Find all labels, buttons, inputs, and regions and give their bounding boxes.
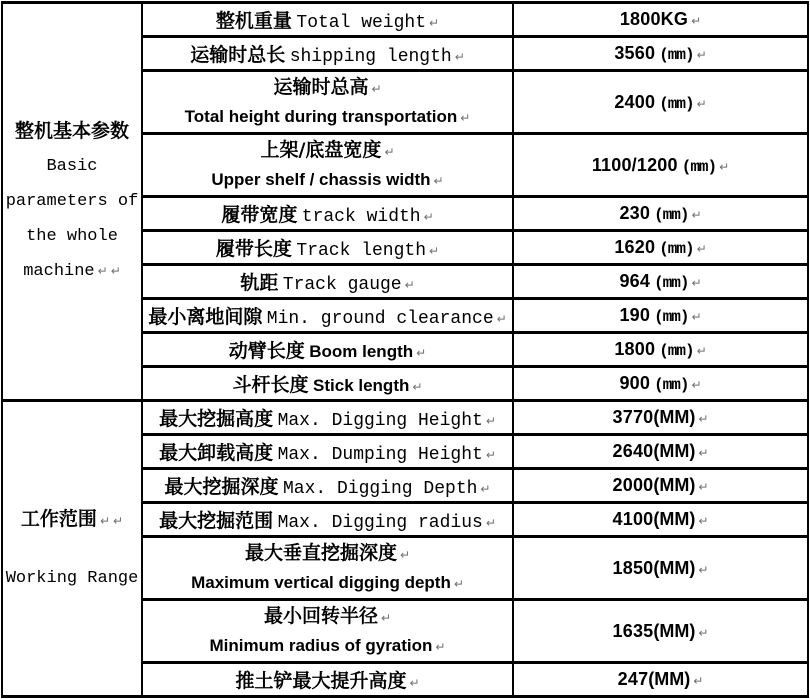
param-cell [142, 231, 513, 265]
table-row [2, 3, 808, 37]
value-number: 2000 [612, 475, 654, 495]
paragraph-mark-icon: ↵ [698, 562, 709, 577]
value-number: 190 [619, 305, 651, 325]
paragraph-mark-icon: ↵ [433, 173, 444, 188]
paragraph-mark-icon: ↵ [485, 414, 496, 428]
paragraph-mark-icon: ↵ [693, 674, 704, 688]
value-unit: (mm) [659, 94, 694, 113]
param-cell [142, 71, 513, 134]
value-cell [513, 435, 808, 469]
paragraph-mark-icon: ↵ [691, 276, 702, 290]
param-label-en: shipping length [289, 47, 452, 67]
value-number: 3770 [612, 407, 654, 427]
value-number: 2400 [614, 91, 656, 112]
value-cell [513, 37, 808, 71]
value-number: 1800KG [619, 9, 689, 29]
value-unit: (mm) [654, 308, 689, 326]
category-label-en: Basic parameters of the whole machine ↵ ↵ [5, 157, 139, 281]
paragraph-mark-icon: ↵ [698, 480, 709, 494]
param-label-en: Upper shelf / chassis width ↵ [211, 169, 444, 189]
table-row [2, 401, 808, 435]
param-label-en: Max. Digging radius [277, 513, 483, 533]
value-unit: (MM) [653, 557, 696, 578]
param-label-en: Max. Digging Height [277, 411, 483, 431]
value-unit: (mm) [659, 240, 694, 258]
value-number: 230 [619, 203, 651, 223]
param-label-zh: 最大垂直挖掘深度 ↵ [244, 541, 411, 564]
param-label-en: Total weight [296, 13, 427, 33]
paragraph-mark-icon: ↵ [429, 244, 440, 258]
param-label-en: Stick length [313, 376, 410, 395]
param-label-en: track width [301, 207, 421, 227]
param-label-zh: 运输时总高 ↵ [273, 75, 382, 98]
value-number: 1800 [614, 339, 656, 359]
param-cell [142, 401, 513, 435]
paragraph-mark-icon: ↵ [97, 264, 108, 278]
paragraph-mark-icon: ↵ [485, 516, 496, 530]
param-cell [142, 134, 513, 197]
param-label-en: Min. ground clearance [266, 309, 494, 329]
param-cell [142, 367, 513, 401]
param-label-zh: 整机重量 [215, 10, 292, 32]
param-cell [142, 469, 513, 503]
value-cell [513, 134, 808, 197]
paragraph-mark-icon: ↵ [110, 264, 121, 278]
value-cell [513, 401, 808, 435]
value-unit: (MM) [653, 509, 696, 529]
paragraph-mark-icon: ↵ [460, 110, 471, 125]
param-label-zh: 最大挖掘高度 [159, 408, 274, 430]
param-label-zh: 最小回转半径 ↵ [263, 604, 392, 627]
value-unit: (MM) [653, 475, 696, 495]
param-label-zh: 上架/底盘宽度 ↵ [260, 138, 395, 161]
param-label-zh: 轨距 [240, 272, 279, 294]
value-unit: (mm) [654, 206, 689, 224]
paragraph-mark-icon: ↵ [404, 278, 415, 292]
paragraph-mark-icon: ↵ [416, 346, 427, 360]
param-cell [142, 435, 513, 469]
paragraph-mark-icon: ↵ [698, 625, 709, 640]
paragraph-mark-icon: ↵ [380, 610, 392, 625]
category-cell [2, 3, 142, 401]
value-cell [513, 299, 808, 333]
param-label-zh: 最大挖掘深度 [164, 476, 279, 498]
param-cell [142, 663, 513, 697]
value-unit: (mm) [681, 157, 717, 176]
param-cell [142, 299, 513, 333]
category-cell [2, 401, 142, 697]
category-label-zh: 工作范围 ↵ ↵ [20, 507, 124, 530]
paragraph-mark-icon: ↵ [698, 412, 709, 426]
value-cell [513, 265, 808, 299]
value-number: 247 [617, 669, 649, 689]
value-cell [513, 71, 808, 134]
value-number: 2640 [612, 441, 654, 461]
param-cell [142, 3, 513, 37]
paragraph-mark-icon: ↵ [399, 547, 411, 562]
param-label-zh: 推土铲最大提升高度 [235, 670, 407, 692]
param-cell [142, 503, 513, 537]
paragraph-mark-icon: ↵ [496, 312, 507, 326]
paragraph-mark-icon: ↵ [412, 380, 423, 394]
param-label-zh: 最小离地间隙 [148, 306, 263, 328]
param-label-zh: 最大卸载高度 [159, 442, 274, 464]
param-label-zh: 履带宽度 [221, 204, 298, 226]
param-cell [142, 197, 513, 231]
paragraph-mark-icon: ↵ [698, 446, 709, 460]
paragraph-mark-icon: ↵ [454, 50, 465, 64]
param-label-en: Max. Digging Depth [282, 479, 478, 499]
paragraph-mark-icon: ↵ [696, 48, 707, 62]
param-label-en: Boom length [309, 342, 414, 361]
category-label-en: Working Range [5, 568, 139, 588]
paragraph-mark-icon: ↵ [696, 96, 707, 111]
value-number: 900 [619, 373, 651, 393]
spec-table [1, 1, 809, 698]
paragraph-mark-icon: ↵ [435, 639, 446, 654]
param-cell [142, 537, 513, 600]
value-cell [513, 600, 808, 663]
paragraph-mark-icon: ↵ [691, 378, 702, 392]
param-label-zh: 最大挖掘范围 [159, 510, 274, 532]
value-cell [513, 469, 808, 503]
value-cell [513, 3, 808, 37]
param-label-en: Total height during transportation ↵ [184, 106, 471, 126]
paragraph-mark-icon: ↵ [113, 513, 124, 528]
value-cell [513, 537, 808, 600]
param-label-zh: 斗杆长度 [232, 374, 309, 396]
paragraph-mark-icon: ↵ [691, 14, 702, 28]
param-label-zh: 运输时总长 [190, 44, 286, 66]
value-number: 3560 [614, 43, 656, 63]
value-number: 1620 [614, 237, 656, 257]
param-cell [142, 37, 513, 71]
value-number: 4100 [612, 509, 654, 529]
value-unit: (mm) [659, 342, 694, 360]
value-unit: (MM) [648, 669, 691, 689]
spec-table-body [2, 3, 808, 697]
param-label-zh: 动臂长度 [228, 340, 305, 362]
paragraph-mark-icon: ↵ [696, 242, 707, 256]
param-cell [142, 265, 513, 299]
value-number: 1850 [612, 557, 654, 578]
paragraph-mark-icon: ↵ [371, 81, 382, 96]
paragraph-mark-icon: ↵ [429, 16, 440, 30]
param-cell [142, 333, 513, 367]
paragraph-mark-icon: ↵ [719, 159, 730, 174]
paragraph-mark-icon: ↵ [384, 144, 395, 159]
param-label-en: Track gauge [282, 275, 402, 295]
value-number: 1100/1200 [591, 154, 678, 175]
value-cell [513, 367, 808, 401]
param-label-zh: 履带长度 [215, 238, 292, 260]
value-cell [513, 333, 808, 367]
paragraph-mark-icon: ↵ [691, 208, 702, 222]
paragraph-mark-icon: ↵ [696, 344, 707, 358]
value-unit: (MM) [653, 620, 696, 641]
param-cell [142, 600, 513, 663]
param-label-en: Track length [296, 241, 427, 261]
value-cell [513, 503, 808, 537]
paragraph-mark-icon: ↵ [691, 310, 702, 324]
value-cell [513, 663, 808, 697]
value-unit: (MM) [653, 407, 696, 427]
value-unit: (mm) [659, 46, 694, 64]
paragraph-mark-icon: ↵ [423, 210, 434, 224]
paragraph-mark-icon: ↵ [453, 576, 464, 591]
category-label-zh: 整机基本参数 [14, 120, 129, 142]
param-label-en: Minimum radius of gyration ↵ [209, 635, 446, 655]
value-unit: (mm) [654, 376, 689, 394]
value-unit: (mm) [654, 274, 689, 292]
value-cell [513, 197, 808, 231]
paragraph-mark-icon: ↵ [698, 514, 709, 528]
paragraph-mark-icon: ↵ [409, 676, 420, 690]
paragraph-mark-icon: ↵ [485, 448, 496, 462]
paragraph-mark-icon: ↵ [99, 513, 110, 528]
value-number: 964 [619, 271, 651, 291]
paragraph-mark-icon: ↵ [480, 482, 491, 496]
value-unit: (MM) [653, 441, 696, 461]
param-label-en: Max. Dumping Height [277, 445, 483, 465]
value-number: 1635 [612, 620, 654, 641]
param-label-en: Maximum vertical digging depth ↵ [191, 572, 464, 592]
value-cell [513, 231, 808, 265]
